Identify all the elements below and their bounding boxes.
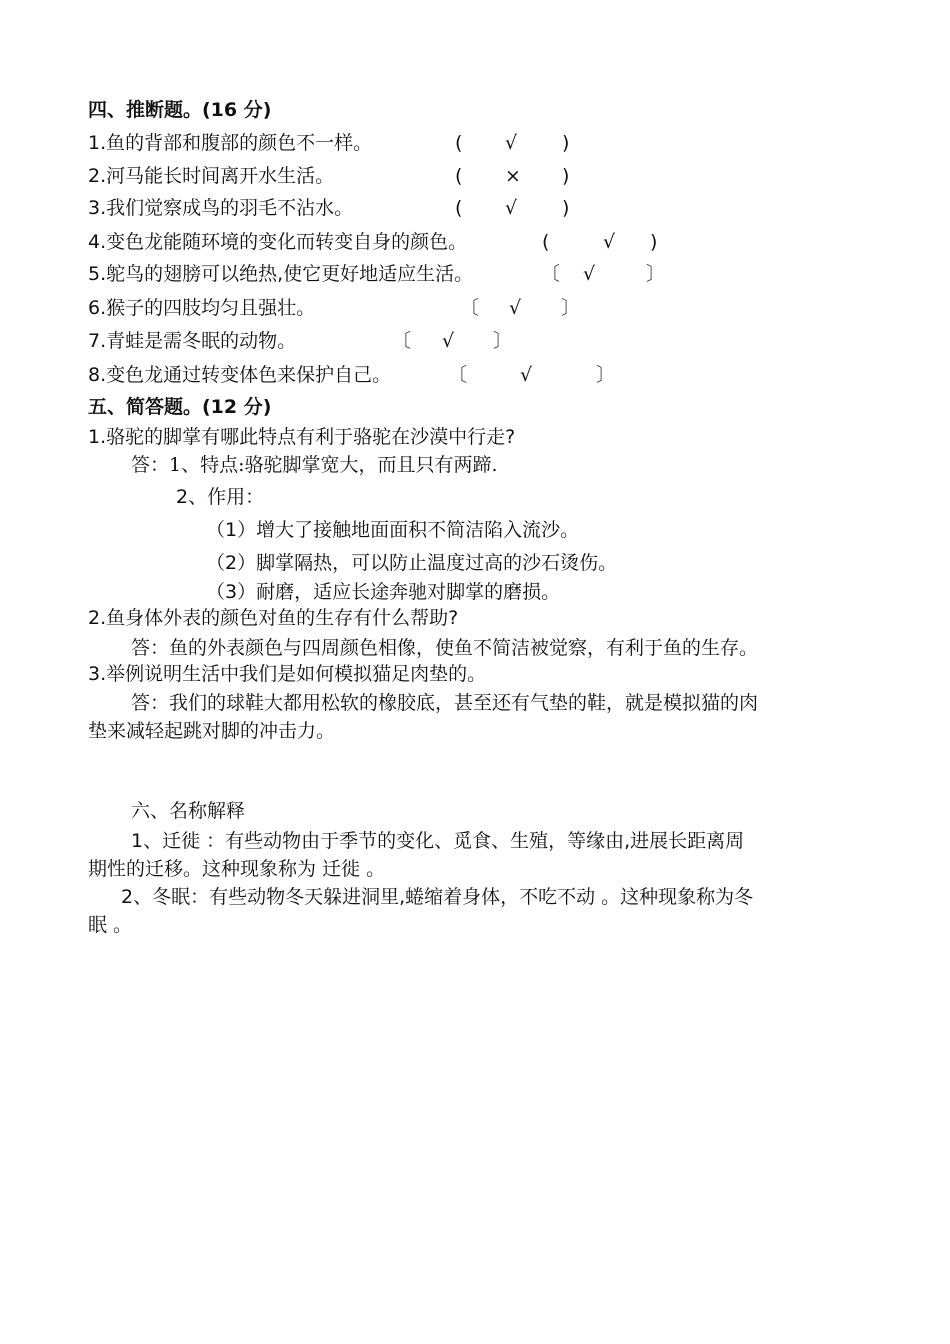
question-2: 2.鱼身体外表的颜色对鱼的生存有什么帮助? — [88, 607, 459, 629]
bracket-close: 〕 — [596, 364, 616, 386]
answer-1-point-1: （1）增大了接触地面面积不简洁陷入流沙。 — [206, 519, 580, 541]
bracket-close: 〕 — [646, 263, 666, 285]
bracket-open: ( — [455, 197, 463, 219]
answer-mark: √ — [442, 330, 455, 352]
answer-mark: √ — [505, 197, 518, 219]
bracket-open: ( — [542, 231, 550, 253]
answer-mark: × — [505, 165, 521, 187]
bracket-open: 〔 — [541, 263, 561, 285]
answer-3-line-2: 垫来减轻起跳对脚的冲击力。 — [88, 720, 336, 742]
answer-3-line-1: 答：我们的球鞋大都用松软的橡胶底，甚至还有气垫的鞋，就是模拟猫的肉 — [131, 692, 759, 714]
answer-1-subheading: 2、作用： — [176, 486, 265, 508]
answer-prefix: 答： — [131, 454, 170, 476]
section6-heading: 六、名称解释 — [131, 800, 246, 822]
answer-mark: √ — [520, 364, 533, 386]
item-text: 4.变色龙能随环境的变化而转变自身的颜色。 — [88, 231, 468, 253]
bracket-close: 〕 — [493, 330, 513, 352]
question-3: 3.举例说明生活中我们是如何模拟猫足肉垫的。 — [88, 663, 487, 685]
answer-mark: √ — [583, 263, 596, 285]
bracket-open: 〔 — [460, 297, 480, 319]
answer-mark: √ — [509, 297, 522, 319]
bracket-close: 〕 — [561, 297, 581, 319]
answer-1-point-3: （3）耐磨，适应长途奔驰对脚掌的磨损。 — [206, 581, 561, 603]
bracket-open: ( — [455, 165, 463, 187]
item-text: 2.河马能长时间离开水生活。 — [88, 165, 335, 187]
item-text: 3.我们觉察成鸟的羽毛不沾水。 — [88, 197, 354, 219]
bracket-close: ) — [650, 231, 658, 253]
section5-heading: 五、简答题。(12 分) — [88, 396, 272, 418]
term-1-line-1: 1、迁徙 ：有些动物由于季节的变化、觅食、生殖，等缘由,进展长距离周 — [131, 830, 745, 852]
bracket-close: ) — [562, 197, 570, 219]
item-text: 1.鱼的背部和腹部的颜色不一样。 — [88, 132, 373, 154]
answer-1-point-2: （2）脚掌隔热，可以防止温度过高的沙石烫伤。 — [206, 552, 618, 574]
answer-1-point: 1、特点:骆驼脚掌宽大，而且只有两蹄. — [169, 454, 498, 476]
item-text: 8.变色龙通过转变体色来保护自己。 — [88, 364, 392, 386]
item-text: 5.鸵鸟的翅膀可以绝热,使它更好地适应生活。 — [88, 263, 474, 285]
bracket-close: ) — [562, 132, 570, 154]
answer-2: 答：鱼的外表颜色与四周颜色相像，使鱼不简洁被觉察，有利于鱼的生存。 — [131, 637, 759, 659]
bracket-open: 〔 — [448, 364, 468, 386]
term-1-line-2: 期性的迁移。这种现象称为 迁徙 。 — [88, 858, 386, 880]
bracket-close: ) — [562, 165, 570, 187]
item-text: 7.青蛙是需冬眠的动物。 — [88, 330, 297, 352]
bracket-open: ( — [455, 132, 463, 154]
item-text: 6.猴子的四肢均匀且强壮。 — [88, 297, 316, 319]
term-2-line-2: 眠 。 — [88, 914, 133, 936]
bracket-open: 〔 — [392, 330, 412, 352]
answer-mark: √ — [603, 231, 616, 253]
term-2-line-1: 2、冬眠：有些动物冬天躲进洞里,蜷缩着身体，不吃不动 。这种现象称为冬 — [121, 886, 754, 908]
answer-1-line — [131, 453, 498, 477]
section4-heading: 四、推断题。(16 分) — [88, 99, 272, 121]
question-1: 1.骆驼的脚掌有哪此特点有利于骆驼在沙漠中行走? — [88, 426, 516, 448]
answer-mark: √ — [505, 132, 518, 154]
